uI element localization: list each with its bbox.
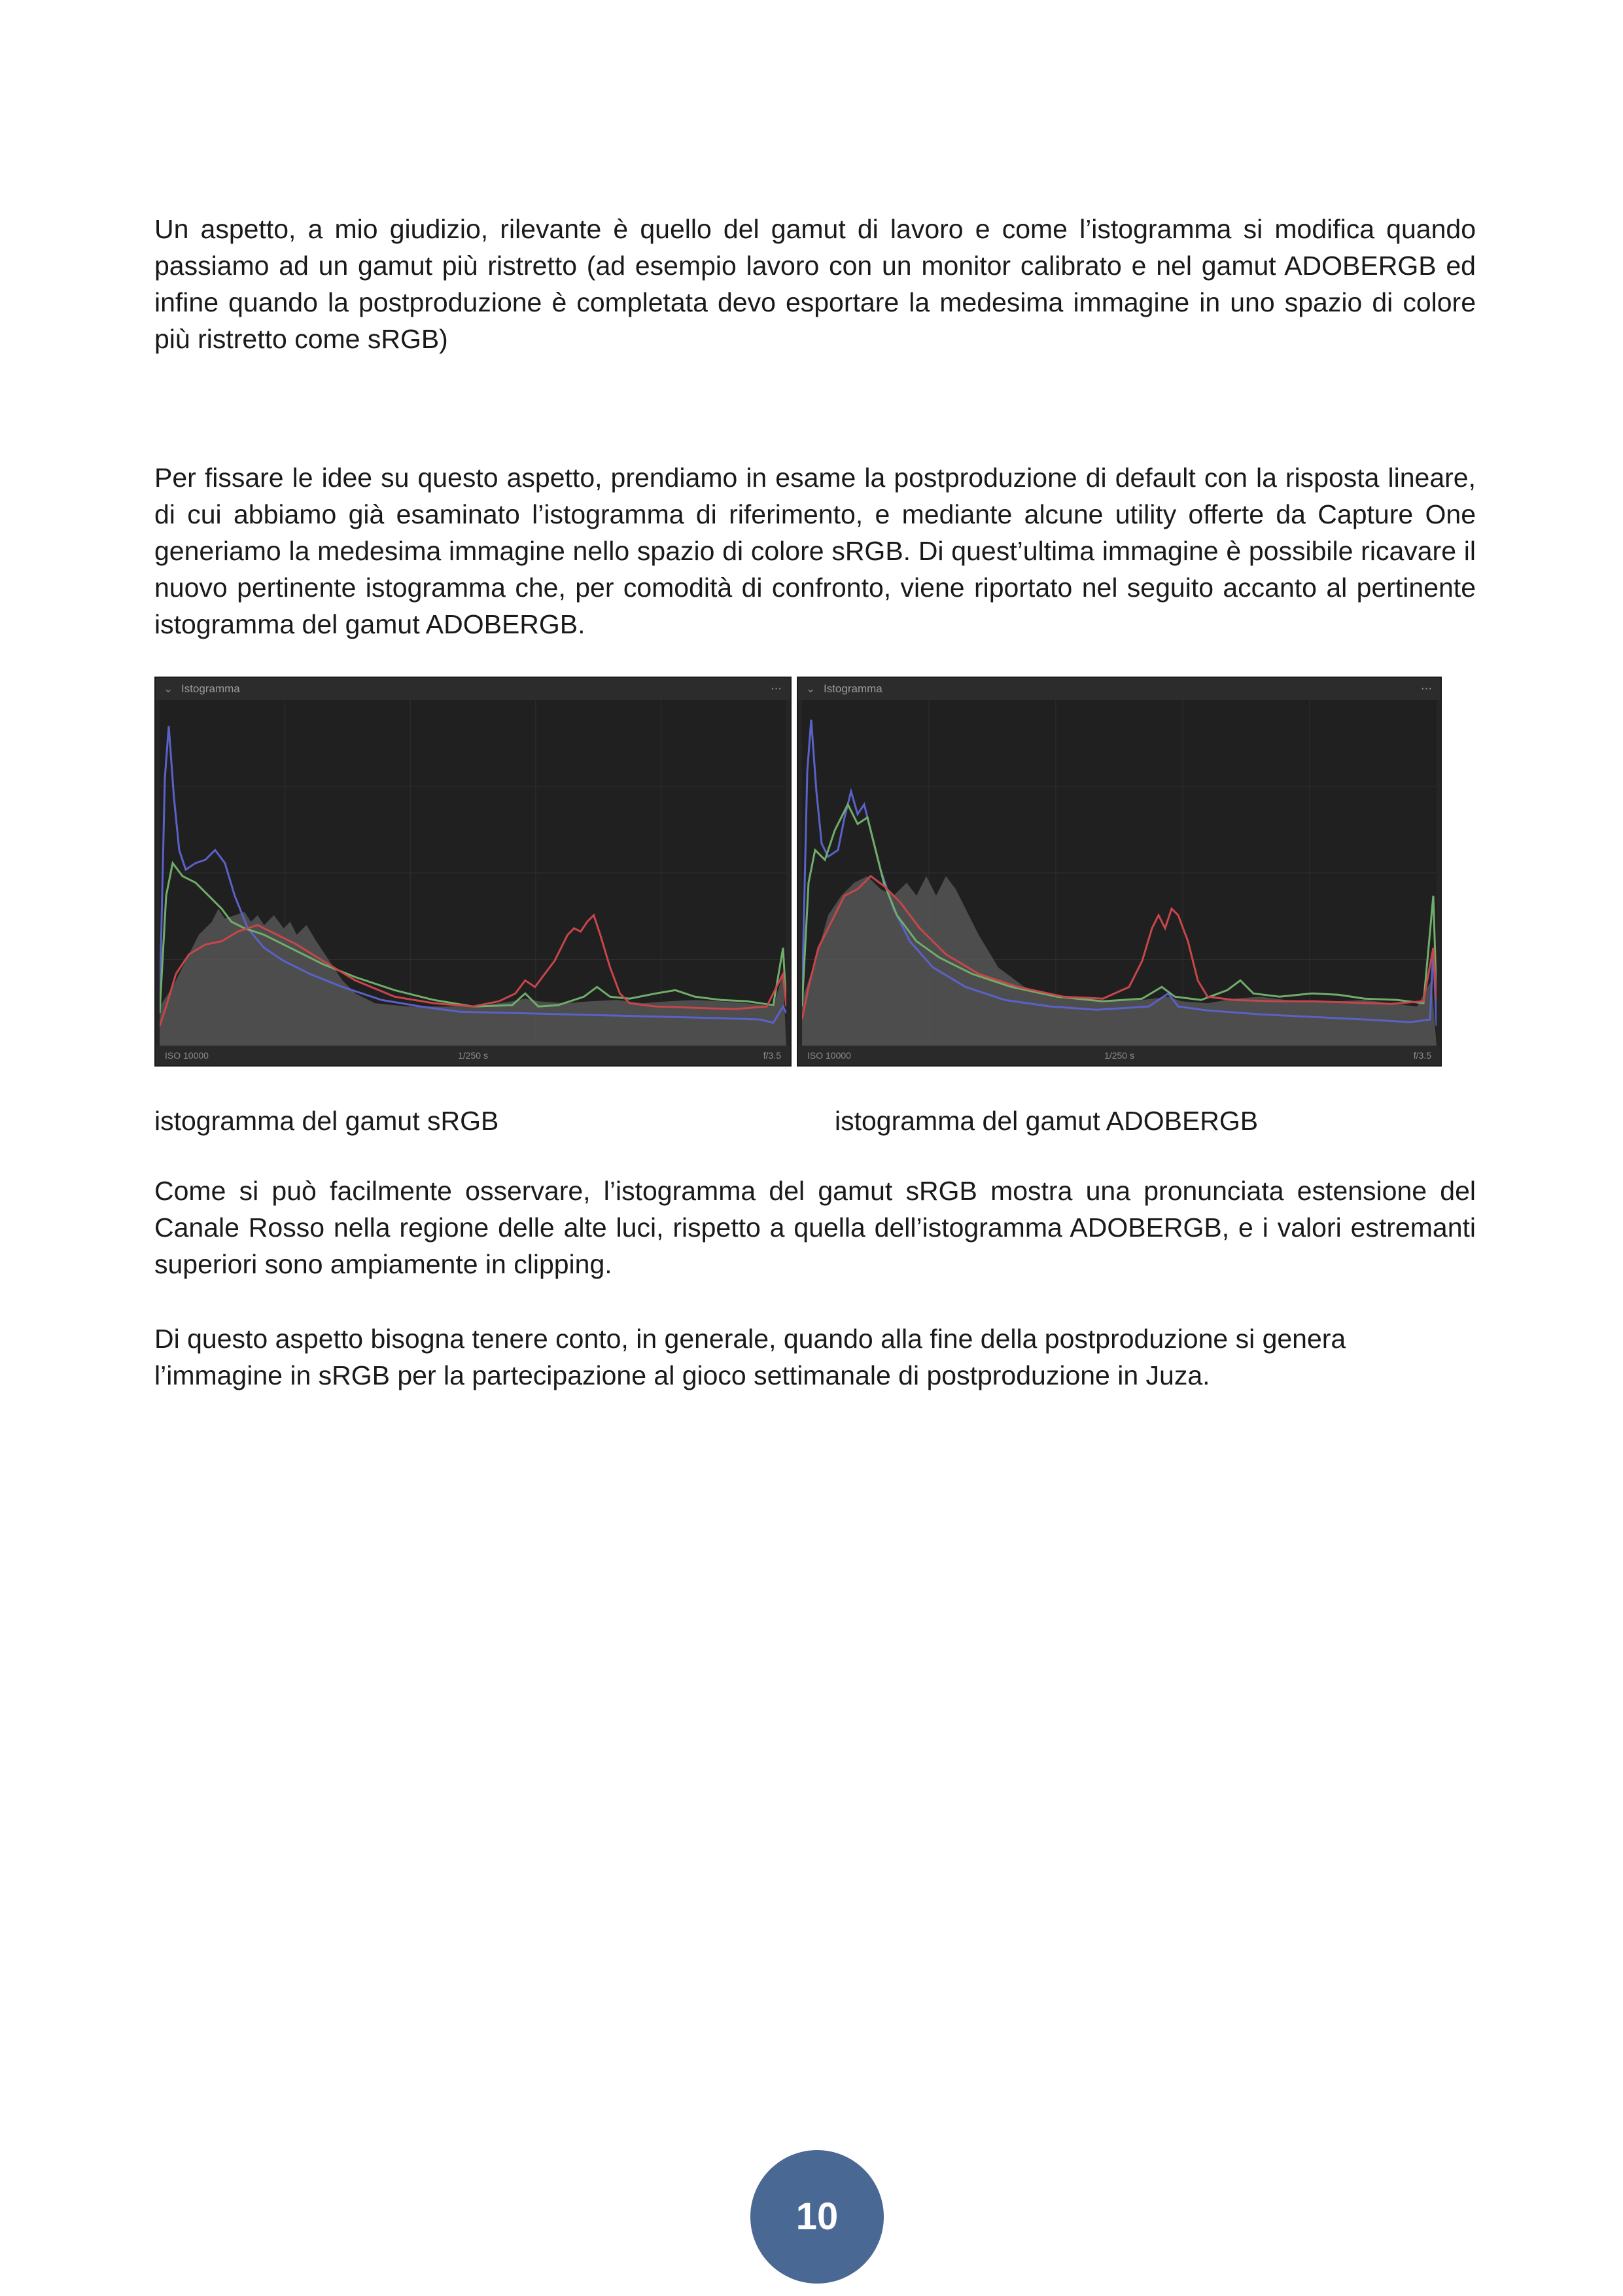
histogram-plot-srgb [160, 700, 786, 1046]
shutter-value: 1/250 s [1104, 1050, 1134, 1061]
luminance-area [160, 909, 786, 1046]
ellipsis-icon[interactable]: ⋯ [1421, 682, 1433, 695]
histogram-header[interactable] [156, 678, 790, 700]
iso-value: ISO 10000 [165, 1050, 209, 1061]
histogram-plot-adobergb [802, 700, 1437, 1046]
histogram-graph [802, 700, 1437, 1046]
histogram-srgb-panel [154, 677, 792, 1067]
histogram-title: Istogramma [181, 682, 240, 695]
ellipsis-icon[interactable]: ⋯ [771, 682, 782, 695]
aperture-value: f/3.5 [1413, 1050, 1431, 1061]
luminance-area [802, 876, 1437, 1046]
chevron-down-icon[interactable]: ⌄ [806, 682, 816, 695]
iso-value: ISO 10000 [807, 1050, 851, 1061]
paragraph-conclusion: Di questo aspetto bisogna tenere conto, in generale, quando alla fine della postproduzione si genera l’immagine in sRGB per la partecipazione al gioco settimanale di postproduzione in Juza. [154, 1324, 1346, 1390]
histogram-graph [160, 700, 786, 1046]
histogram-header[interactable] [798, 678, 1440, 700]
paragraph-intro: Un aspetto, a mio giudizio, rilevante è quello del gamut di lavoro e come l’istogramma si modifica quando passiamo ad un gamut più ristretto (ad esempio lavoro con un monitor calibrato e nel gamut ADOBERGB ed infine quando la postproduzione è completata devo esportare la medesima immagine in uno spazio di colore più ristretto come sRGB) [154, 214, 1476, 354]
paragraph-observation: Come si può facilmente osservare, l’istogramma del gamut sRGB mostra una pronunciata estensione del Canale Rosso nella regione delle alte luci, rispetto a quella dell’istogramma ADOBERGB, e i valori estremanti superiori sono ampiamente in clipping. [154, 1176, 1476, 1279]
page-number-badge: 10 [750, 2150, 884, 2284]
shutter-value: 1/250 s [458, 1050, 488, 1061]
histogram-footer [798, 1046, 1440, 1065]
chevron-down-icon[interactable]: ⌄ [164, 682, 173, 695]
histogram-title: Istogramma [823, 682, 882, 695]
aperture-value: f/3.5 [763, 1050, 781, 1061]
paragraph-method: Per fissare le idee su questo aspetto, prendiamo in esame la postproduzione di default con la risposta lineare, di cui abbiamo già esaminato l’istogramma di riferimento, e mediante alcune utility offerte da Capture One generiamo la medesima immagine nello spazio di colore sRGB. Di quest’ultima immagine è possibile ricavare il nuovo pertinente istogramma che, per comodità di confronto, viene riportato nel seguito accanto al pertinente istogramma del gamut ADOBERGB. [154, 463, 1476, 639]
histogram-adobergb-panel [797, 677, 1442, 1067]
histogram-footer [156, 1046, 790, 1065]
caption-adobergb: istogramma del gamut ADOBERGB [835, 1106, 1259, 1136]
caption-srgb: istogramma del gamut sRGB [154, 1106, 499, 1136]
